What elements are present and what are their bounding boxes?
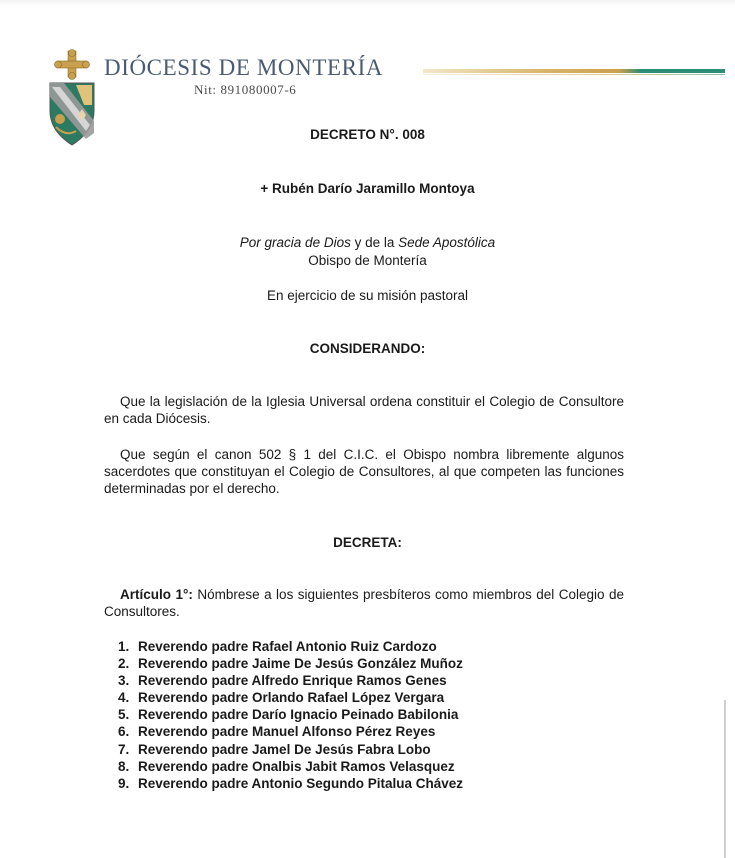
- page-top-shadow: [0, 0, 735, 6]
- considering-heading: CONSIDERANDO:: [309, 341, 426, 356]
- bishop-name: + Rubén Darío Jaramillo Montoya: [260, 181, 475, 196]
- list-item: [118, 689, 463, 706]
- list-item: [118, 758, 463, 775]
- grace-conj: y de la: [350, 235, 399, 250]
- article-1: [104, 586, 624, 620]
- grace-por: Por gracia de Dios: [239, 235, 351, 250]
- list-item: [118, 706, 463, 723]
- diocese-nit: Nit: 891080007-6: [194, 82, 297, 97]
- page-edge-shadow: [724, 700, 726, 858]
- list-item-number: 4.: [118, 690, 130, 706]
- decree-number: DECRETO N°. 008: [310, 127, 425, 142]
- members-list: [118, 638, 463, 792]
- list-item-number: 5.: [118, 707, 130, 723]
- list-item-number: 3.: [118, 673, 130, 689]
- list-item-name: Reverendo padre Darío Ignacio Peinado Babilonia: [138, 707, 459, 723]
- header-rule: [423, 69, 725, 73]
- considering-paragraph-2: Que según el canon 502 § 1 del C.I.C. el Obispo nombra libremente algunos sacerdotes que constituyan el Colegio de Consultores, al que competen las funciones determinadas por el derecho.: [104, 447, 624, 496]
- list-item: [118, 638, 463, 655]
- list-item-number: 2.: [118, 656, 130, 672]
- list-item: [118, 723, 463, 740]
- list-item-number: 9.: [118, 775, 130, 791]
- list-item-name: Reverendo padre Orlando Rafael López Vergara: [138, 690, 445, 706]
- list-item-number: 1.: [118, 639, 130, 654]
- list-item-name: Reverendo padre Jamel De Jesús Fabra Lobo: [138, 741, 431, 757]
- list-item-name: Reverendo padre Rafael Antonio Ruiz Cardozo: [138, 639, 437, 654]
- considering-paragraph-1: Que la legislación de la Iglesia Universal ordena constituir el Colegio de Consultore en cada Diócesis.: [104, 394, 624, 426]
- list-item-name: Reverendo padre Antonio Segundo Pitalua Chávez: [138, 775, 464, 791]
- article-label: Artículo 1°:: [120, 587, 193, 602]
- bishop-title: Obispo de Montería: [308, 253, 427, 268]
- list-item-name: Reverendo padre Manuel Alfonso Pérez Reyes: [138, 724, 436, 740]
- list-item-name: Reverendo padre Onalbis Jabit Ramos Velasquez: [138, 758, 455, 774]
- diocese-name: DIÓCESIS DE MONTERÍA: [104, 55, 384, 80]
- article-text: Nómbrese a los siguientes presbíteros como miembros del Colegio de Consultores.: [104, 587, 624, 619]
- grace-line: [0, 235, 735, 250]
- list-item-name: Reverendo padre Jaime De Jesús González Muñoz: [138, 656, 463, 672]
- mission-line: En ejercicio de su misión pastoral: [266, 288, 469, 303]
- list-item: [118, 655, 463, 672]
- list-item-number: 6.: [118, 724, 130, 740]
- list-item: [118, 741, 463, 758]
- list-item-number: 8.: [118, 758, 130, 774]
- list-item-name: Reverendo padre Alfredo Enrique Ramos Genes: [138, 673, 447, 689]
- grace-sede: Sede Apostólica: [398, 235, 496, 250]
- header-rule-thin: [423, 74, 725, 75]
- list-item: [118, 775, 463, 792]
- list-item: [118, 672, 463, 689]
- list-item-number: 7.: [118, 741, 130, 757]
- decrees-heading: DECRETA:: [333, 535, 402, 550]
